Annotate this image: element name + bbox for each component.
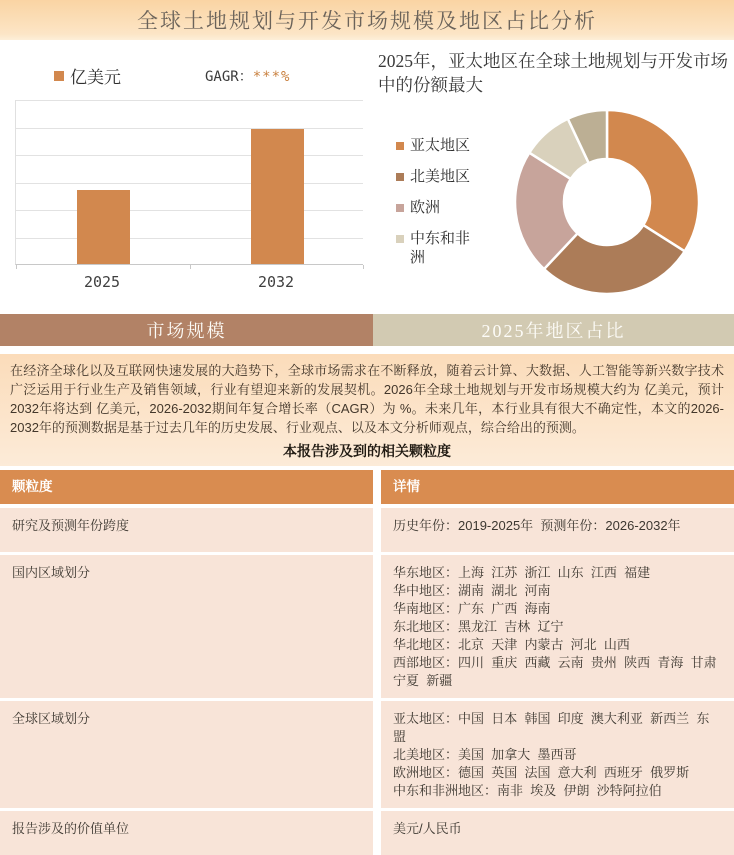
legend-swatch xyxy=(396,204,404,212)
row-label-cell: 研究及预测年份跨度 xyxy=(0,508,373,552)
bar-chart-legend xyxy=(54,63,121,88)
cagr-value: ***% xyxy=(252,69,291,85)
legend-label: 中东和非洲 xyxy=(410,231,471,266)
row-label-cell: 全球区域划分 xyxy=(0,701,373,808)
detail-line: 东北地区：黑龙江 吉林 辽宁 xyxy=(393,619,564,634)
tab-market-size: 市场规模 xyxy=(0,314,373,346)
detail-line: 华南地区：广东 广西 海南 xyxy=(393,601,551,616)
table-body xyxy=(0,508,734,855)
detail-line: 华北地区：北京 天津 内蒙古 河北 山西 xyxy=(393,637,630,652)
legend-swatch xyxy=(396,173,404,181)
row-details-cell xyxy=(381,811,734,855)
detail-line: 中东和非洲地区：南非 埃及 伊朗 沙特阿拉伯 xyxy=(393,783,662,798)
row-label-cell: 报告涉及的价值单位 xyxy=(0,811,373,855)
gridline xyxy=(16,238,363,239)
detail-line: 亚太地区：中国 日本 韩国 印度 澳大利亚 新西兰 东盟 xyxy=(393,711,710,744)
th-details: 详情 xyxy=(381,470,734,504)
bar-x-axis xyxy=(15,273,363,291)
detail-line: 西部地区：四川 重庆 西藏 云南 贵州 陕西 青海 甘肃 宁夏 新疆 xyxy=(393,655,724,688)
section-tabs xyxy=(0,314,734,346)
gridline xyxy=(16,210,363,211)
x-label-2025: 2025 xyxy=(83,273,121,291)
legend-item xyxy=(396,199,484,218)
row-details-cell xyxy=(381,508,734,552)
bar-legend-swatch xyxy=(54,71,64,81)
table-row xyxy=(0,701,734,808)
cagr-annotation xyxy=(205,66,290,86)
legend-label: 欧洲 xyxy=(410,200,441,216)
table-row xyxy=(0,811,734,855)
detail-line: 历史年份：2019-2025年 预测年份：2026-2032年 xyxy=(393,518,681,533)
axis-tick xyxy=(363,265,364,269)
donut-legend xyxy=(396,137,484,280)
detail-line: 欧洲地区：德国 英国 法国 意大利 西班牙 俄罗斯 xyxy=(393,765,690,780)
summary-paragraph: 在经济全球化以及互联网快速发展的大趋势下，全球市场需求在不断释放，随着云计算、大数据、人工智能等新兴数字技术广泛运用于行业生产及销售领域，行业有望迎来新的发展契机。2026年全球土地规划与开发市场规模大约为 亿美元，预计2032年将达到 亿美元，2026-2032期间年复合增长率（CAGR）为 %。未来几年，本行业具有很大不确定性，本文的2026-2032年的预测数据是基于过去几年的历史发展、行业观点、以及本文分析师观点，综合给出的预测。 xyxy=(10,363,724,435)
table-row xyxy=(0,555,734,698)
legend-swatch xyxy=(396,235,404,243)
th-granularity: 颗粒度 xyxy=(0,470,373,504)
table-row xyxy=(0,508,734,552)
legend-label: 北美地区 xyxy=(410,169,471,185)
bar-unit-label: 亿美元 xyxy=(70,68,121,87)
gridline xyxy=(16,155,363,156)
donut-chart-pane xyxy=(370,40,734,308)
legend-item xyxy=(396,168,484,187)
bar-chart xyxy=(0,40,370,308)
axis-tick xyxy=(16,265,17,269)
legend-label: 亚太地区 xyxy=(410,138,471,154)
bar-2032 xyxy=(251,129,304,264)
detail-line: 华东地区：上海 江苏 浙江 山东 江西 福建 xyxy=(393,565,651,580)
row-label-cell: 国内区域划分 xyxy=(0,555,373,698)
legend-item xyxy=(396,137,484,156)
gridline xyxy=(16,128,363,129)
row-details-cell xyxy=(381,701,734,808)
donut-title: 2025年，亚太地区在全球土地规划与开发市场中的份额最大 xyxy=(378,51,728,95)
gridline xyxy=(16,100,363,101)
table-header-row xyxy=(0,470,734,504)
page-header xyxy=(0,0,734,40)
detail-line: 美元/人民币 xyxy=(393,821,462,836)
legend-item xyxy=(396,230,484,268)
tab-region-share: 2025年地区占比 xyxy=(373,314,734,346)
row-details-cell xyxy=(381,555,734,698)
cagr-label: GAGR： xyxy=(205,69,253,85)
charts-section xyxy=(0,40,734,308)
detail-line: 华中地区：湖南 湖北 河南 xyxy=(393,583,551,598)
gridline xyxy=(16,183,363,184)
bar-plot xyxy=(15,100,363,265)
x-label-2032: 2032 xyxy=(257,273,295,291)
detail-line: 北美地区：美国 加拿大 墨西哥 xyxy=(393,747,577,762)
donut-chart xyxy=(507,102,707,302)
axis-tick xyxy=(190,265,191,269)
legend-swatch xyxy=(396,142,404,150)
granularity-table xyxy=(0,470,734,855)
bar-2025 xyxy=(77,190,130,264)
summary-block xyxy=(0,354,734,466)
page-title: 全球土地规划与开发市场规模及地区占比分析 xyxy=(137,9,597,33)
granularity-heading: 本报告涉及到的相关颗粒度 xyxy=(283,443,451,459)
